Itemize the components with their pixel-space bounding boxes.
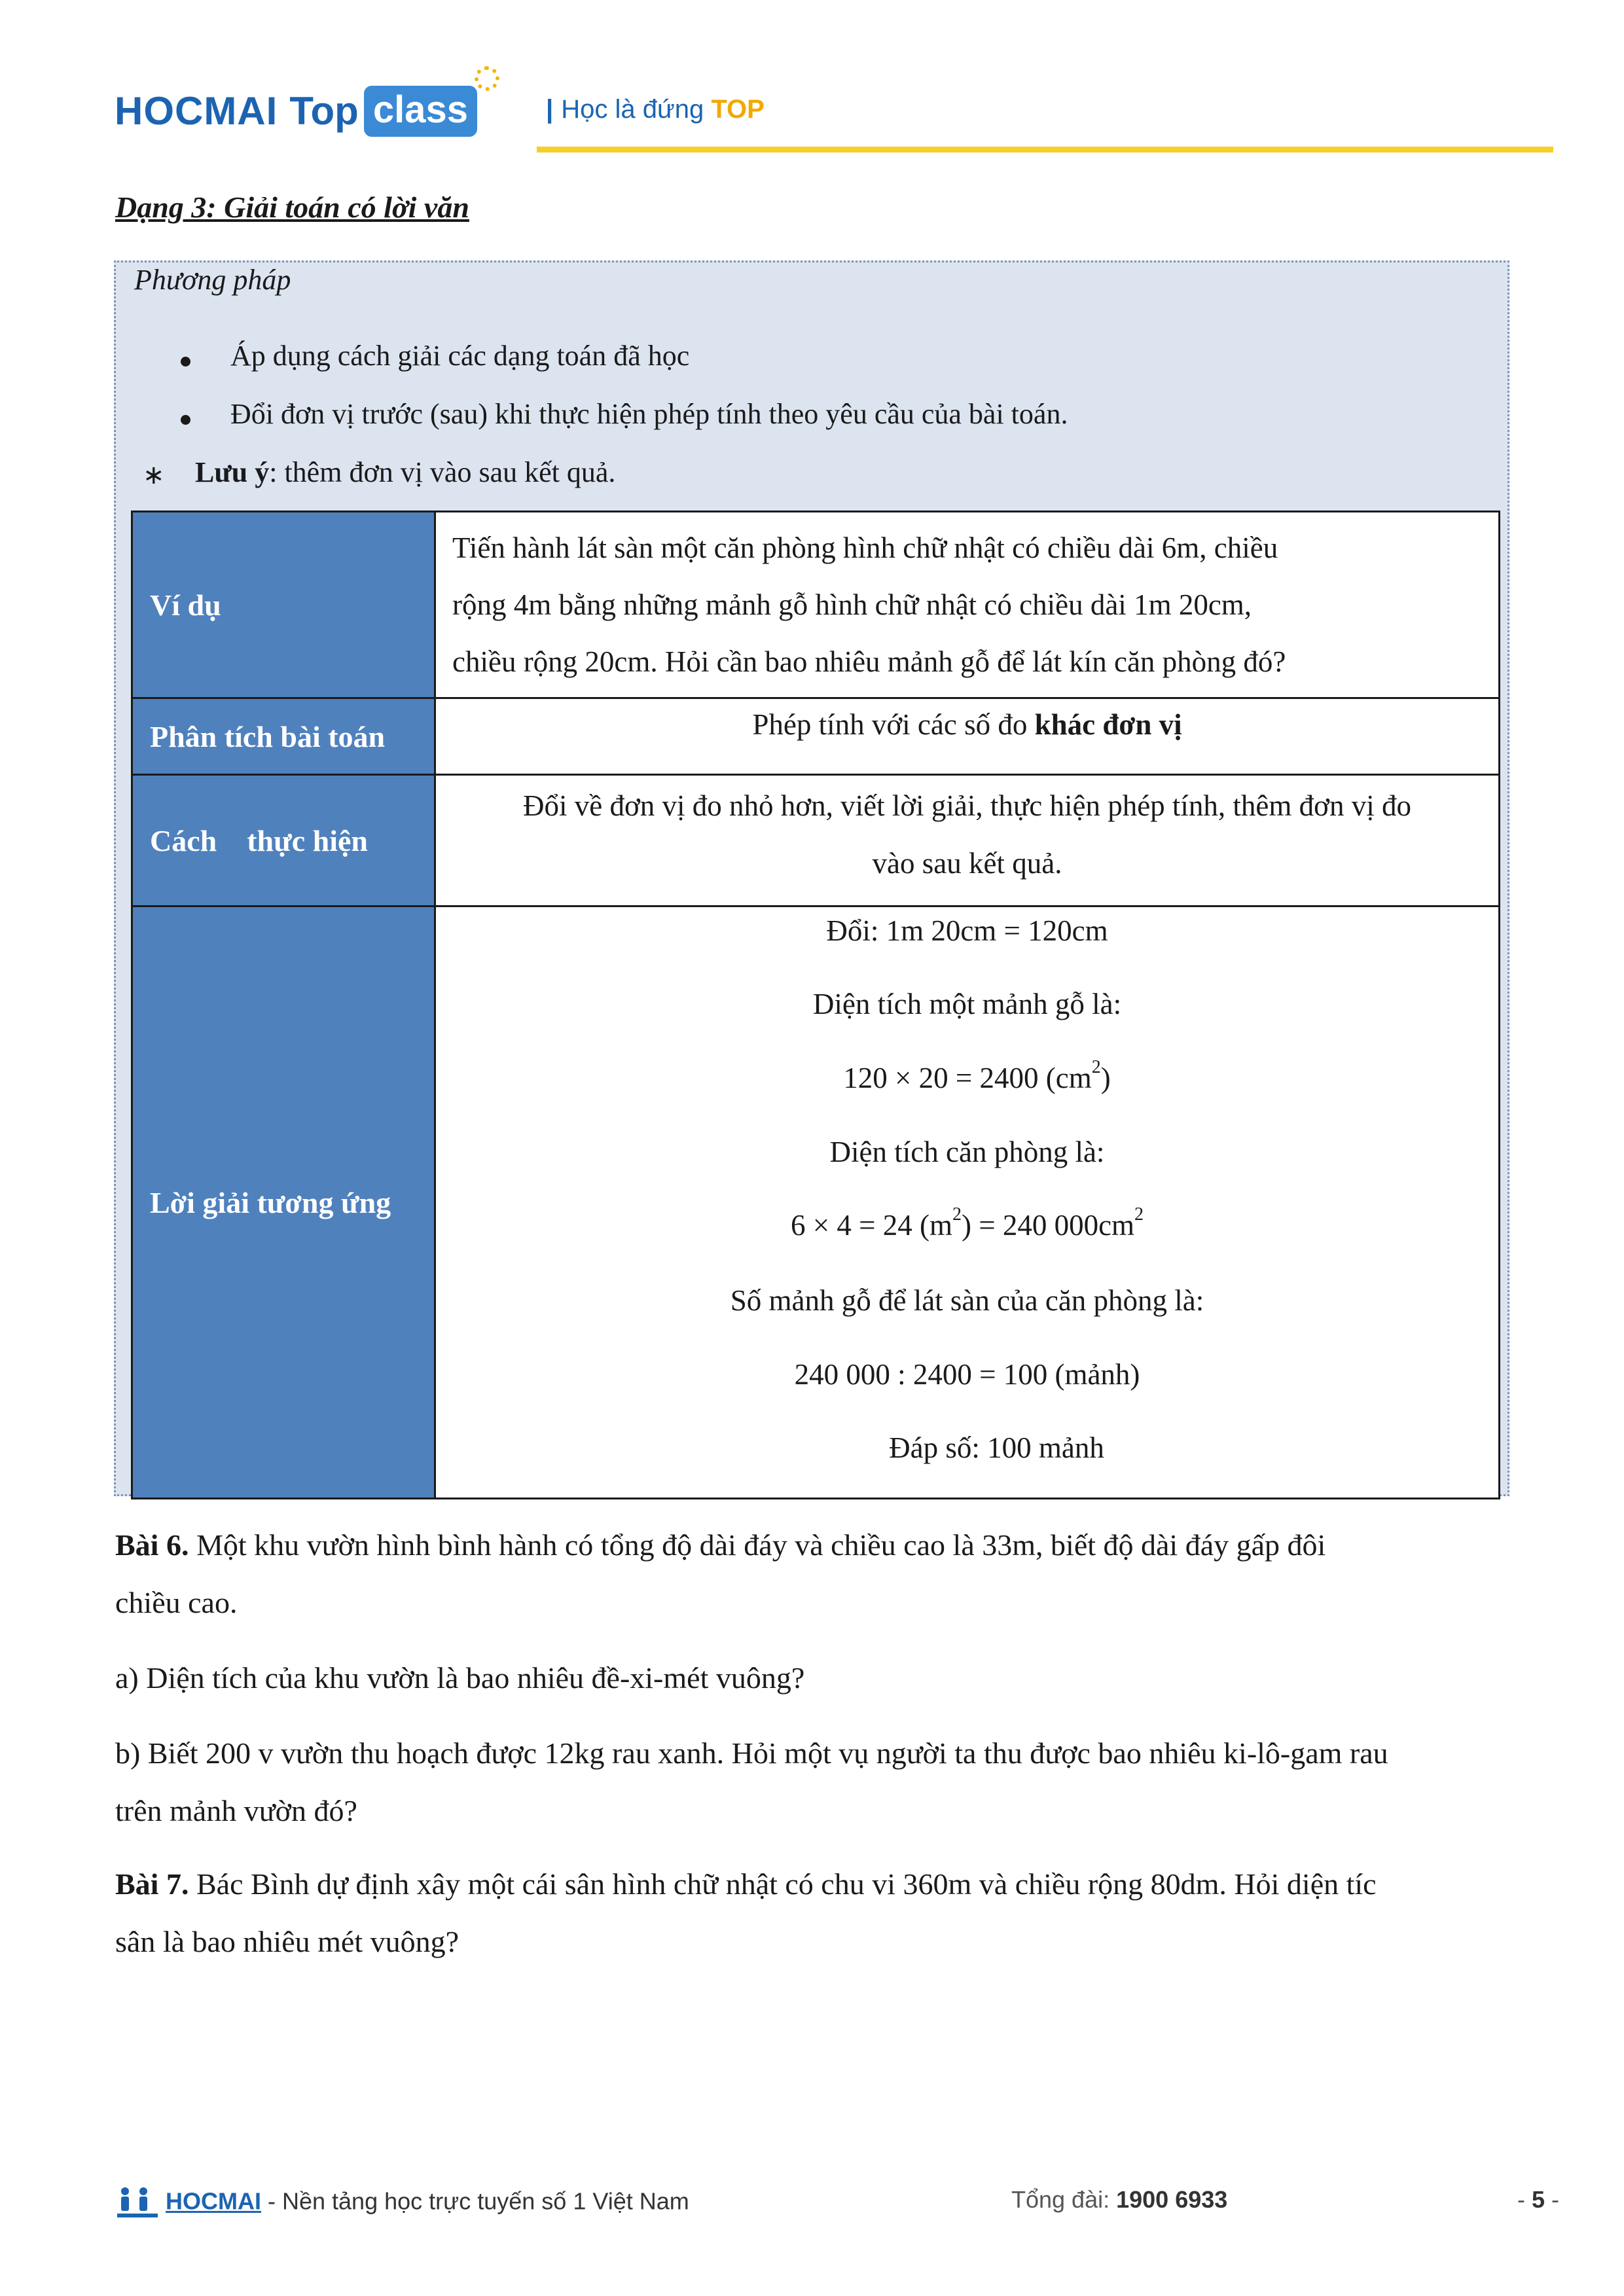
- method-title: Phương pháp: [134, 264, 291, 296]
- slogan-prefix: Học là đứng: [561, 95, 704, 124]
- method-row-cell: [435, 775, 1500, 906]
- method-row-label: Cách thực hiện: [132, 775, 435, 906]
- table-row: [132, 906, 1500, 1499]
- exercise-7-line: [115, 1856, 1523, 1913]
- solution-line: Diện tích căn phòng là:: [829, 1136, 1105, 1168]
- page-number: [1517, 2186, 1559, 2214]
- analysis-text: [436, 708, 1498, 742]
- example-label: Ví dụ: [132, 512, 435, 698]
- footer-brand-link[interactable]: HOCMAI: [166, 2187, 261, 2215]
- solution-label: Lời giải tương ứng: [132, 906, 435, 1499]
- exercise-6-label: Bài 6.: [115, 1528, 189, 1562]
- exercise-6b-line: trên mảnh vườn đó?: [115, 1794, 357, 1827]
- exercise-6b-line: b) Biết 200 v vườn thu hoạch được 12kg rau xanh. Hỏi một vụ người ta thu được bao nhiêu ki-lô-gam rau: [115, 1736, 1388, 1770]
- example-line: rộng 4m bằng những mảnh gỗ hình chữ nhật có chiều dài 1m 20cm,: [452, 588, 1252, 621]
- footer-tagline: - Nền tảng học trực tuyến số 1 Việt Nam: [261, 2187, 689, 2215]
- solution-line: 240 000 : 2400 = 100 (mảnh): [794, 1358, 1140, 1391]
- hotline-label: Tổng đài:: [1011, 2186, 1117, 2213]
- hocmai-people-icon: [115, 2186, 160, 2220]
- footer-brand-line: [115, 2186, 689, 2220]
- note-text: : thêm đơn vị vào sau kết quả.: [269, 456, 616, 488]
- exercise-7-text: Bác Bình dự định xây một cái sân hình chữ nhật có chu vi 360m và chiều rộng 80dm. Hỏi diện tíc: [189, 1867, 1377, 1901]
- solution-formula: 120 × 20 = 2400 (cm: [843, 1062, 1092, 1094]
- asterisk-icon: ∗: [143, 460, 165, 490]
- solution-answer: Đáp số: 100 mảnh: [889, 1431, 1104, 1464]
- exercise-6: [115, 1516, 1523, 1632]
- solution-text: [436, 907, 1498, 1498]
- sun-icon: [475, 66, 499, 91]
- exercise-6-line: chiều cao.: [115, 1586, 238, 1619]
- exercise-7-line: sân là bao nhiêu mét vuông?: [115, 1925, 460, 1958]
- page-number-suffix: -: [1545, 2186, 1560, 2213]
- exercise-6-line: [115, 1516, 1523, 1574]
- hotline-number: 1900 6933: [1116, 2186, 1228, 2213]
- slogan-divider: |: [546, 95, 554, 124]
- solution-formula: 6 × 4 = 24 (m: [790, 1209, 952, 1242]
- superscript: 2: [1091, 1057, 1101, 1077]
- exercise-6a: a) Diện tích của khu vườn là bao nhiêu đề-xi-mét vuông?: [115, 1661, 805, 1695]
- solution-line: Số mảnh gỗ để lát sàn của căn phòng là:: [730, 1284, 1204, 1317]
- analysis-plain: Phép tính với các số đo: [752, 708, 1035, 741]
- method-row-text: [436, 777, 1498, 892]
- header-rule: [537, 147, 1553, 152]
- method-row-line: Đổi về đơn vị đo nhỏ hơn, viết lời giải, thực hiện phép tính, thêm đơn vị đo: [523, 789, 1411, 822]
- method-bullet-2: Đổi đơn vị trước (sau) khi thực hiện phép tính theo yêu cầu của bài toán.: [230, 398, 1068, 430]
- solution-formula-end: ): [1100, 1062, 1111, 1094]
- logo-class-text: class: [372, 88, 468, 131]
- table-row: [132, 775, 1500, 906]
- example-line: Tiến hành lát sàn một căn phòng hình chữ nhật có chiều dài 6m, chiều: [452, 531, 1278, 564]
- slogan-top: TOP: [711, 95, 765, 124]
- hocmai-topclass-logo: [115, 80, 477, 142]
- table-row: [132, 698, 1500, 775]
- logo-class-badge: [364, 86, 477, 137]
- example-table: [131, 511, 1500, 1499]
- note-label: Lưu ý: [195, 456, 270, 488]
- solution-cell: [435, 906, 1500, 1499]
- example-text: [436, 520, 1498, 691]
- superscript: 2: [1134, 1204, 1144, 1225]
- bullet-icon: [181, 415, 190, 425]
- analysis-label: Phân tích bài toán: [132, 698, 435, 775]
- footer-hotline: [1011, 2186, 1227, 2214]
- example-cell: [435, 512, 1500, 698]
- header-slogan: [546, 95, 765, 124]
- bullet-icon: [181, 357, 190, 367]
- exercise-6b: [115, 1725, 1523, 1840]
- method-note: [195, 456, 615, 489]
- logo-top-text: Top: [289, 89, 359, 133]
- exercise-6-text: Một khu vườn hình bình hành có tổng độ dài đáy và chiều cao là 33m, biết độ dài đáy gấp đôi: [189, 1528, 1326, 1562]
- analysis-bold: khác đơn vị: [1034, 708, 1182, 741]
- page-number-prefix: -: [1517, 2186, 1532, 2213]
- analysis-cell: [435, 698, 1500, 775]
- exercise-7: [115, 1856, 1523, 1971]
- example-line: chiều rộng 20cm. Hỏi cần bao nhiêu mảnh gỗ để lát kín căn phòng đó?: [452, 645, 1286, 678]
- table-row: [132, 512, 1500, 698]
- exercise-7-label: Bài 7.: [115, 1867, 189, 1901]
- solution-line: Đổi: 1m 20cm = 120cm: [826, 914, 1108, 947]
- page-number-value: 5: [1532, 2186, 1545, 2213]
- method-row-line: vào sau kết quả.: [872, 847, 1062, 880]
- section-title: Dạng 3: Giải toán có lời văn: [115, 190, 469, 224]
- solution-line: [436, 1204, 1498, 1242]
- solution-line: Diện tích một mảnh gỗ là:: [812, 988, 1122, 1020]
- method-bullet-1: Áp dụng cách giải các dạng toán đã học: [230, 340, 690, 372]
- superscript: 2: [952, 1204, 962, 1225]
- solution-line: [436, 1057, 1498, 1095]
- solution-formula-mid: ) = 240 000cm: [961, 1209, 1135, 1242]
- logo-hocmai-text: HOCMAI: [115, 89, 278, 133]
